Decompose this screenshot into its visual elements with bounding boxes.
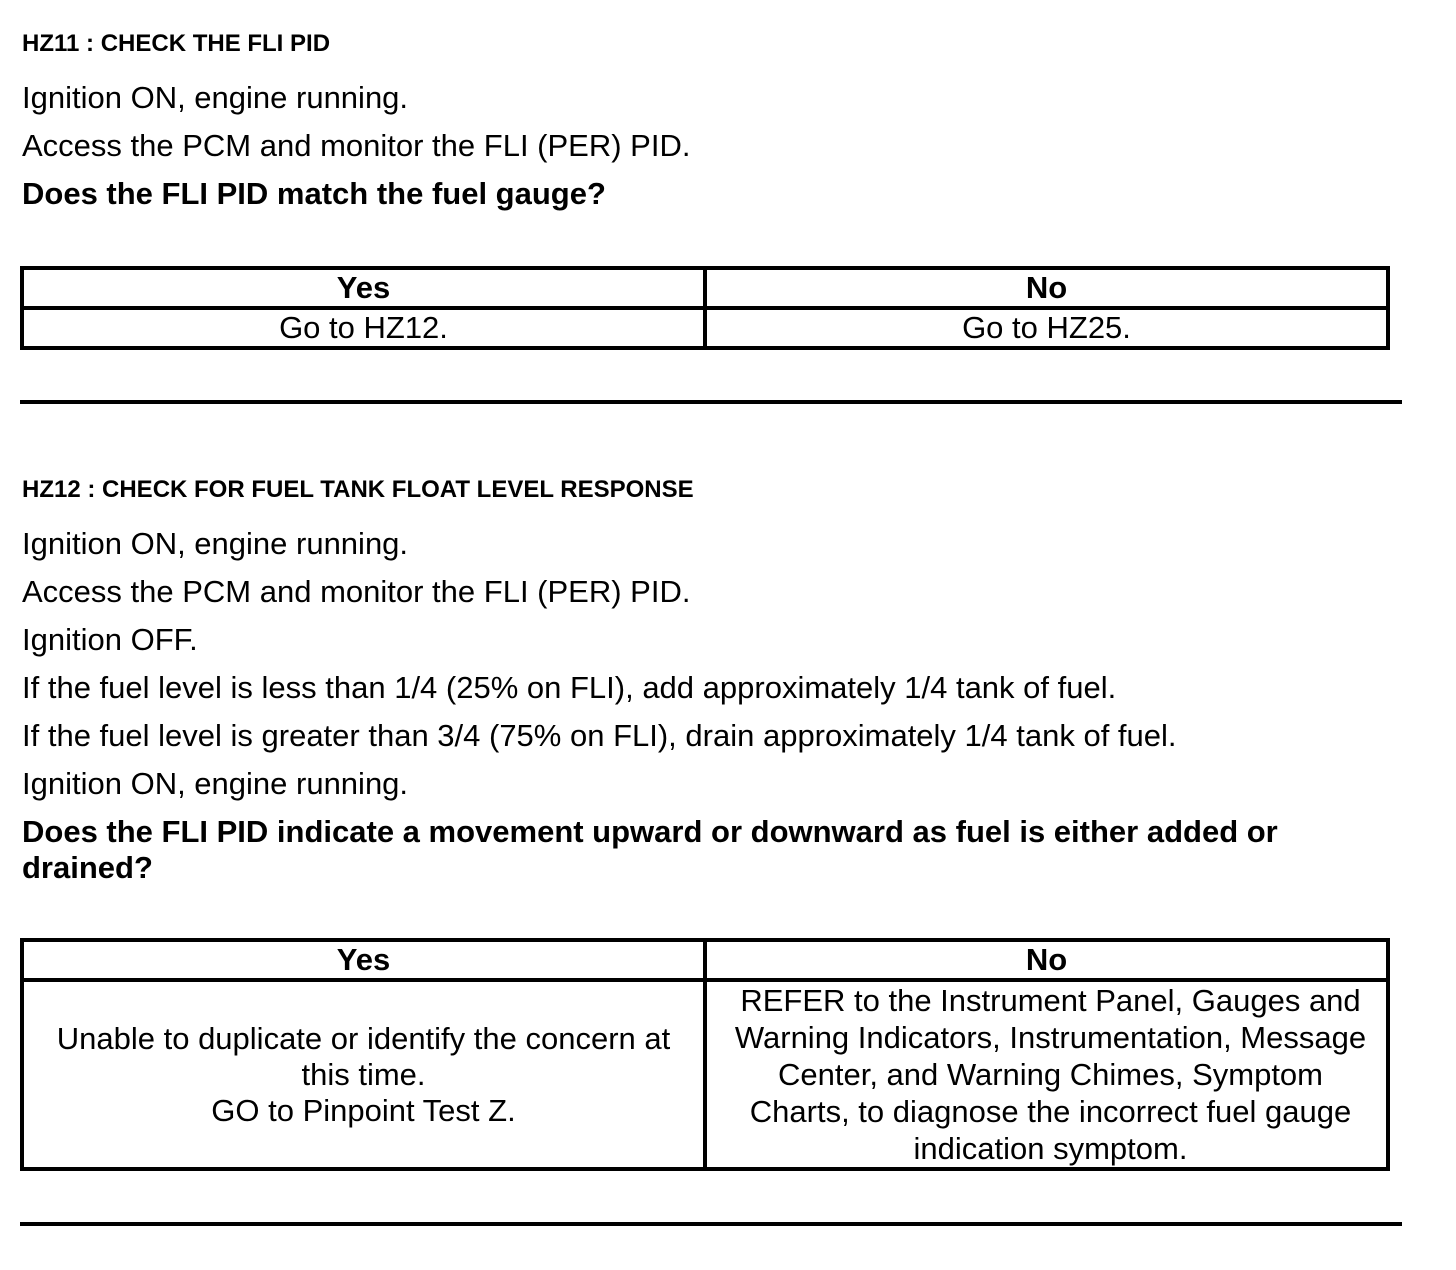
yes-result-line: GO to Pinpoint Test Z.	[211, 1092, 516, 1128]
no-header: No	[705, 268, 1388, 308]
yes-result-line: Unable to duplicate or identify the concern at	[56, 1020, 671, 1056]
no-result-line: Center, and Warning Chimes, Symptom	[777, 1057, 1323, 1092]
no-header: No	[705, 940, 1388, 980]
no-result-line: Charts, to diagnose the incorrect fuel gauge	[749, 1094, 1352, 1129]
no-result	[705, 980, 1388, 1169]
step-instruction: If the fuel level is greater than 3/4 (75% on FLI), drain approximately 1/4 tank of fuel.	[22, 718, 1177, 753]
step-hz11	[22, 30, 1402, 212]
yes-result-line: this time.	[301, 1056, 426, 1092]
yes-header: Yes	[22, 940, 705, 980]
step-instruction: Access the PCM and monitor the FLI (PER) PID.	[22, 574, 691, 609]
no-result: Go to HZ25.	[705, 308, 1388, 348]
step-instruction: Ignition ON, engine running.	[22, 526, 409, 561]
step-instruction: Ignition OFF.	[22, 622, 198, 657]
step-question: Does the FLI PID match the fuel gauge?	[22, 176, 606, 211]
answer-table	[20, 938, 1390, 1171]
step-instruction: If the fuel level is less than 1/4 (25% on FLI), add approximately 1/4 tank of fuel.	[22, 670, 1117, 705]
yes-header: Yes	[22, 268, 705, 308]
step-hz12	[22, 476, 1402, 886]
step-question: Does the FLI PID indicate a movement upward or downward as fuel is either added or drained?	[22, 814, 1278, 885]
step-instruction: Ignition ON, engine running.	[22, 80, 409, 115]
no-result-line: Warning Indicators, Instrumentation, Message	[734, 1020, 1367, 1055]
no-result-line: REFER to the Instrument Panel, Gauges and	[740, 983, 1361, 1018]
step-heading: HZ12 : CHECK FOR FUEL TANK FLOAT LEVEL RESPONSE	[22, 476, 694, 503]
step-instruction: Ignition ON, engine running.	[22, 766, 409, 801]
step-heading: HZ11 : CHECK THE FLI PID	[22, 30, 331, 57]
no-result-line: indication symptom.	[913, 1131, 1188, 1166]
section-divider	[20, 400, 1402, 404]
yes-result	[22, 980, 705, 1169]
yes-result: Go to HZ12.	[22, 308, 705, 348]
answer-table	[20, 266, 1390, 350]
section-divider	[20, 1222, 1402, 1226]
step-instruction: Access the PCM and monitor the FLI (PER) PID.	[22, 128, 691, 163]
